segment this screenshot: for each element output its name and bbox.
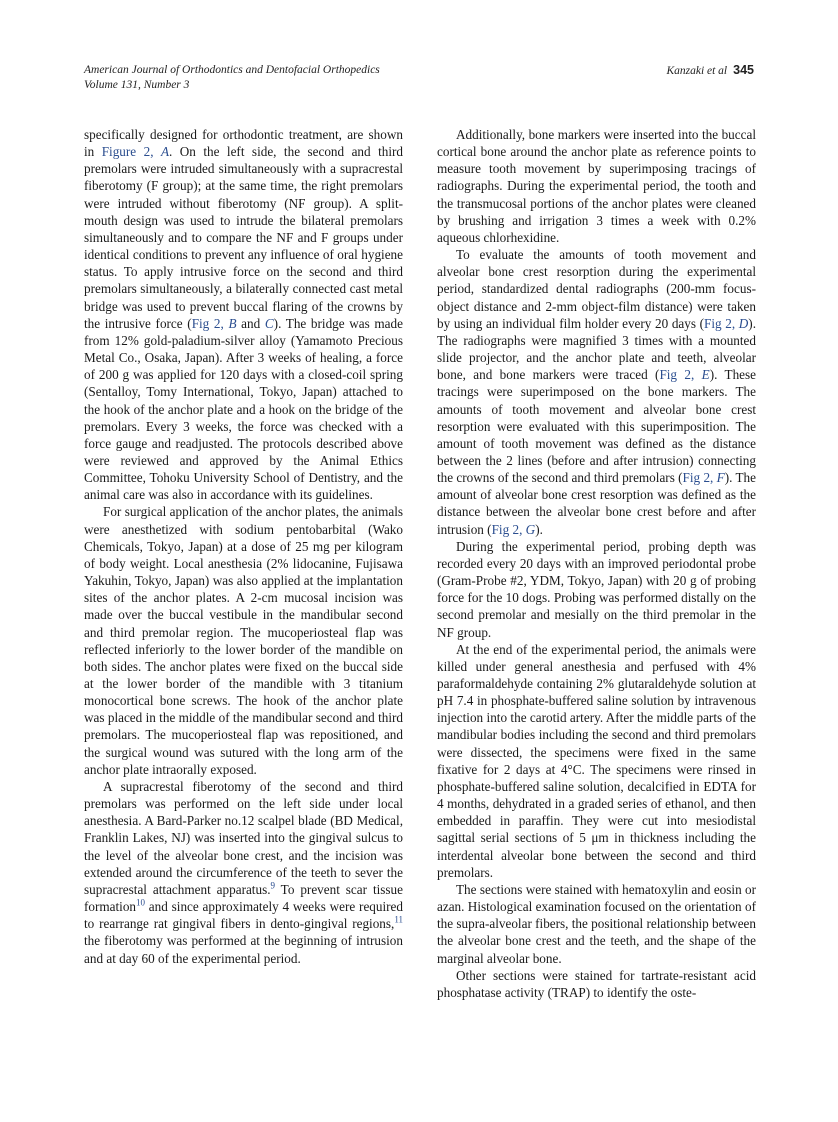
paragraph	[84, 126, 403, 503]
citation-link[interactable]: 10	[136, 897, 146, 908]
text-run: and	[236, 315, 265, 331]
figure-link[interactable]: Fig 2, F	[682, 470, 725, 486]
text-run: ). These tracings were superimposed on the bone markers. The amounts of tooth movement and alveolar bone crest resorption were evaluated with this superimposition. The amount of tooth movement was defined as the distance between the 2 lines (before and after intrusion) connecting the crowns of the second and third premolars (	[437, 367, 756, 486]
text-run: To prevent scar tissue formation	[84, 881, 403, 915]
text-run: ). The radiographs were magnified 3 times with a mounted slide projector, and the anchor plate and teeth, alveolar bone, and bone markers were traced (	[437, 315, 756, 383]
paragraph: Additionally, bone markers were inserted into the buccal cortical bone around the anchor plate as reference points to measure tooth movement by superimposing tracings of radiographs. During the experimental period, the tooth and the transmucosal portions of the anchor plates were cleaned by brushing and irrigation 3 times a week with 0.2% aqueous chlorhexidine.	[437, 127, 756, 245]
text-run: the fiberotomy was performed at the beginning of intrusion and at day 60 of the experimental period.	[84, 933, 403, 966]
citation-link[interactable]: 9	[270, 880, 275, 891]
citation-link[interactable]: 11	[394, 914, 403, 925]
author-label: Kanzaki et al	[666, 65, 728, 77]
paragraph: At the end of the experimental period, the animals were killed under general anesthesia and perfused with 4% paraformaldehyde containing 2% glutaraldehyde solution at pH 7.4 in phosphate-buffered saline solution by intravenous injection into the carotid artery. After the middle parts of the mandibular bodies including the second and third premolars were dissected, the specimens were fixed in the same fixative for 2 days at 4°C. The specimens were rinsed in phosphate-buffered saline solution, decalcified in EDTA for 4 months, dehydrated in a graded series of ethanol, and then embedded in paraffin. They were cut into mesiodistal sagittal serial sections of 5 μm in thickness including the interdental alveolar bone between the second and third premolars.	[437, 641, 756, 880]
figure-link[interactable]: Fig 2, B	[191, 315, 237, 331]
figure-link[interactable]: C	[264, 315, 274, 331]
running-header-journal	[84, 63, 380, 93]
journal-title: American Journal of Orthodontics and Dentofacial Orthopedics	[84, 64, 380, 76]
paragraph: The sections were stained with hematoxylin and eosin or azan. Histological examination focused on the orientation of the supra-alveolar fibers, the positional relationship between the alveolar bone crest and the teeth, and the shape of the marginal alveolar bone.	[437, 881, 756, 966]
left-column	[84, 126, 403, 967]
text-run: ).	[535, 521, 543, 537]
paragraph	[84, 778, 403, 967]
figure-link[interactable]: Fig 2, E	[659, 367, 710, 383]
figure-link[interactable]: Fig 2, D	[704, 315, 749, 331]
right-column	[437, 126, 756, 1001]
text-run: ). The bridge was made from 12% gold-paladium-silver alloy (Yamamoto Precious Metal Co., Osaka, Japan). After 3 weeks of healing, a force of 200 g was applied for 120 days with a closed-coil spring (Sentalloy, Tomy International, Tokyo, Japan) attached to the hook of the anchor plate and a hook on the bridge of the premolars. Every 3 weeks, the force was checked with a force gauge and readjusted. The protocols described above were reviewed and approved by the Animal Ethics Committee, Tohoku University School of Dentistry, and the animal care was also in accordance with its guidelines.	[84, 315, 403, 503]
text-run: and since approximately 4 weeks were required to rearrange rat gingival fibers in dento-gingival regions,	[84, 899, 403, 932]
text-run: specifically designed for orthodontic treatment, are shown in	[84, 127, 403, 160]
running-header-author	[666, 63, 754, 77]
paragraph: For surgical application of the anchor plates, the animals were anesthetized with sodium pentobarbital (Wako Chemicals, Tokyo, Japan) at a dose of 25 mg per kilogram of body weight. Local anesthesia (2% lidocanine, Fujisawa Yakuhin, Tokyo, Japan) was also applied at the implantation sites of the anchor plates. A 2-cm mucosal incision was made over the buccal vestibule in the mandibular second and third premolar region. The mucoperiosteal flap was reflected inferiorly to the lower border of the mandible on both sides. The anchor plates were fixed on the buccal side at the lower border of the mandible with 3 titanium monocortical bone screws. The hook of the anchor plate was placed in the middle of the mandibular second and third premolars. The mucoperiosteal flap was repositioned, and the surgical wound was sutured with the long arm of the anchor plate intraorally exposed.	[84, 504, 403, 777]
text-run: ). The amount of alveolar bone crest resorption was defined as the distance between the alveolar bone crest before and after intrusion (	[437, 470, 756, 537]
text-run: A supracrestal fiberotomy of the second and third premolars was performed on the left side under local anesthesia. A Bard-Parker no.12 scalpel blade (BD Medical, Franklin Lakes, NJ) was inserted into the gingival sulcus to the level of the alveolar bone crest, and the incision was extended around the circumference of the teeth to sever the supracrestal attachment apparatus.	[84, 778, 403, 897]
journal-volume: Volume 131, Number 3	[84, 79, 190, 91]
paragraph: During the experimental period, probing depth was recorded every 20 days with an improved periodontal probe (Gram-Probe #2, YDM, Tokyo, Japan) with 20 g of probing force for the 10 dogs. Probing was performed distally on the second premolar and mesially on the third premolar in the NF group.	[437, 538, 756, 640]
figure-link[interactable]: Fig 2, G	[491, 521, 536, 537]
paragraph	[437, 246, 756, 538]
text-run: . On the left side, the second and third premolars were intruded simultaneously with a supracrestal fiberotomy (F group); at the same time, the right premolars were intruded without fiberotomy (NF group). A split-mouth design was used to intrude the bilateral premolars simultaneously and to compare the NF and F groups under identical conditions to prevent any influence of oral hygiene status. To apply intrusive force on the second and third premolars simultaneously, a bilaterally connected cast metal bridge was used to prevent buccal flaring of the crowns by the intrusive force (	[84, 144, 403, 331]
paragraph: Other sections were stained for tartrate-resistant acid phosphatase activity (TRAP) to identify the oste-	[437, 967, 756, 1000]
figure-link[interactable]: Figure 2, A	[101, 144, 170, 160]
text-run: To evaluate the amounts of tooth movement and alveolar bone crest resorption during the experimental period, standardized dental radiographs (200-mm focus-object distance and 2-mm object-film distance) were taken by using an individual film holder every 20 days (	[437, 247, 756, 331]
page-number: 345	[733, 63, 754, 77]
